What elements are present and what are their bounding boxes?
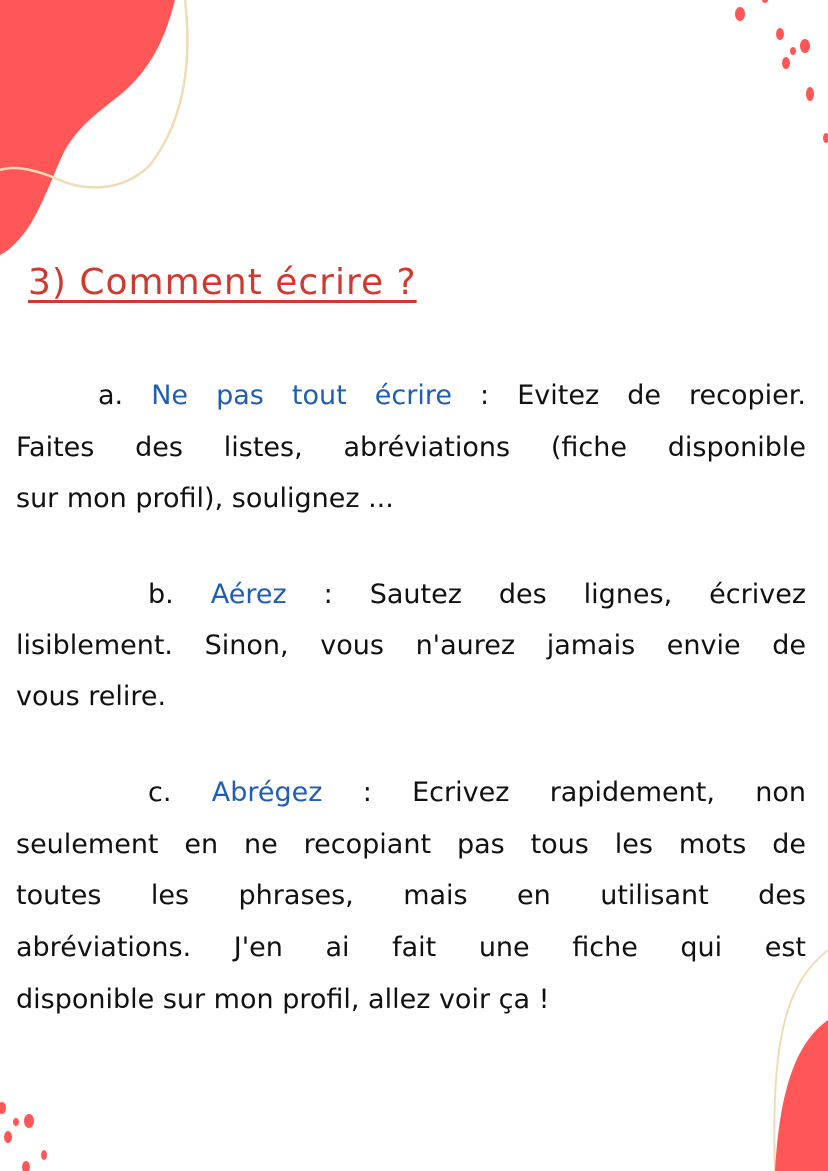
top-left-blob: [0, 0, 175, 255]
section-text: : Sautez des lignes, écrivez: [286, 579, 806, 610]
top-right-dots: [735, 0, 828, 143]
section-c-line: toutes les phrases, mais en utilisant des: [16, 880, 806, 911]
section-c-line: disponible sur mon profil, allez voir ça !: [16, 984, 550, 1015]
section-b-line: lisiblement. Sinon, vous n'aurez jamais envie de: [16, 630, 806, 661]
section-a-first-line: [98, 376, 806, 416]
top-left-curve-line: [0, 0, 187, 187]
bottom-left-dots: [0, 1102, 47, 1171]
section-keyword: Ne pas tout écrire: [151, 380, 452, 411]
section-keyword: Abrégez: [211, 777, 323, 808]
page-title: 3) Comment écrire ?: [28, 262, 417, 303]
section-a-line: Faites des listes, abréviations (fiche disponible: [16, 432, 806, 463]
section-c-first-line: [148, 773, 806, 813]
section-text: : Evitez de recopier.: [451, 380, 806, 411]
bottom-right-blob: [775, 1020, 828, 1171]
section-b-first-line: [148, 575, 806, 615]
section-keyword: Aérez: [210, 579, 287, 610]
section-c-line: seulement en ne recopiant pas tous les mots de: [16, 829, 806, 860]
section-marker: a.: [98, 380, 124, 411]
section-a-line: sur mon profil), soulignez ...: [16, 483, 394, 514]
section-c-line: abréviations. J'en ai fait une fiche qui est: [16, 932, 806, 963]
section-marker: b.: [148, 579, 174, 610]
section-marker: c.: [148, 777, 172, 808]
section-text: : Ecrivez rapidement, non: [322, 777, 806, 808]
section-b-line: vous relire.: [16, 681, 167, 712]
